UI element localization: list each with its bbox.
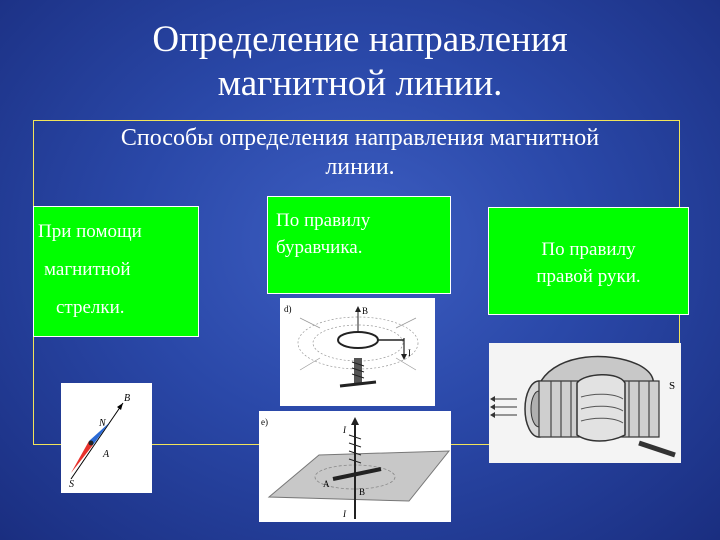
method-compass-line-3: стрелки. xyxy=(56,297,125,318)
compass-needle-image xyxy=(61,383,152,493)
compass-label-a: A xyxy=(103,449,110,460)
method-compass-box xyxy=(33,206,199,337)
gimlet-bottom-label-b: B xyxy=(359,487,366,497)
gimlet-bottom-label-i-top: I xyxy=(343,425,346,435)
gimlet-bottom-label-e: e) xyxy=(261,417,268,427)
title-line-1: Определение направления xyxy=(152,19,568,60)
title-line-2: магнитной линии. xyxy=(217,63,503,104)
subtitle-line-2: линии. xyxy=(325,154,395,180)
right-hand-rule-image xyxy=(489,343,681,463)
gimlet-top-label-d: d) xyxy=(284,304,292,314)
compass-label-b: B xyxy=(124,393,131,404)
gimlet-bottom-label-i-bottom: I xyxy=(343,509,346,519)
gimlet-top-label-b: B xyxy=(362,306,369,316)
gimlet-bottom-label-a: A xyxy=(323,479,330,489)
compass-label-n: N xyxy=(99,418,106,429)
slide-subtitle xyxy=(40,124,680,182)
method-gimlet-box xyxy=(267,196,451,294)
gimlet-wire-image xyxy=(259,411,451,522)
method-right-hand-line-1: По правилу xyxy=(541,239,636,260)
method-right-hand-box xyxy=(488,207,689,315)
method-gimlet-line-2: буравчика. xyxy=(276,237,363,258)
subtitle-line-1: Способы определения направления магнитной xyxy=(120,125,600,151)
slide-title xyxy=(0,18,720,106)
method-compass-line-2: магнитной xyxy=(44,259,131,280)
compass-label-s: S xyxy=(69,479,74,490)
method-gimlet-line-1: По правилу xyxy=(276,210,371,231)
gimlet-top-label-i: I xyxy=(408,348,411,358)
method-compass-line-1: При помощи xyxy=(38,221,142,242)
gimlet-coil-image xyxy=(280,298,435,406)
method-right-hand-line-2: правой руки. xyxy=(536,266,641,287)
right-hand-label-s: S xyxy=(669,380,676,392)
